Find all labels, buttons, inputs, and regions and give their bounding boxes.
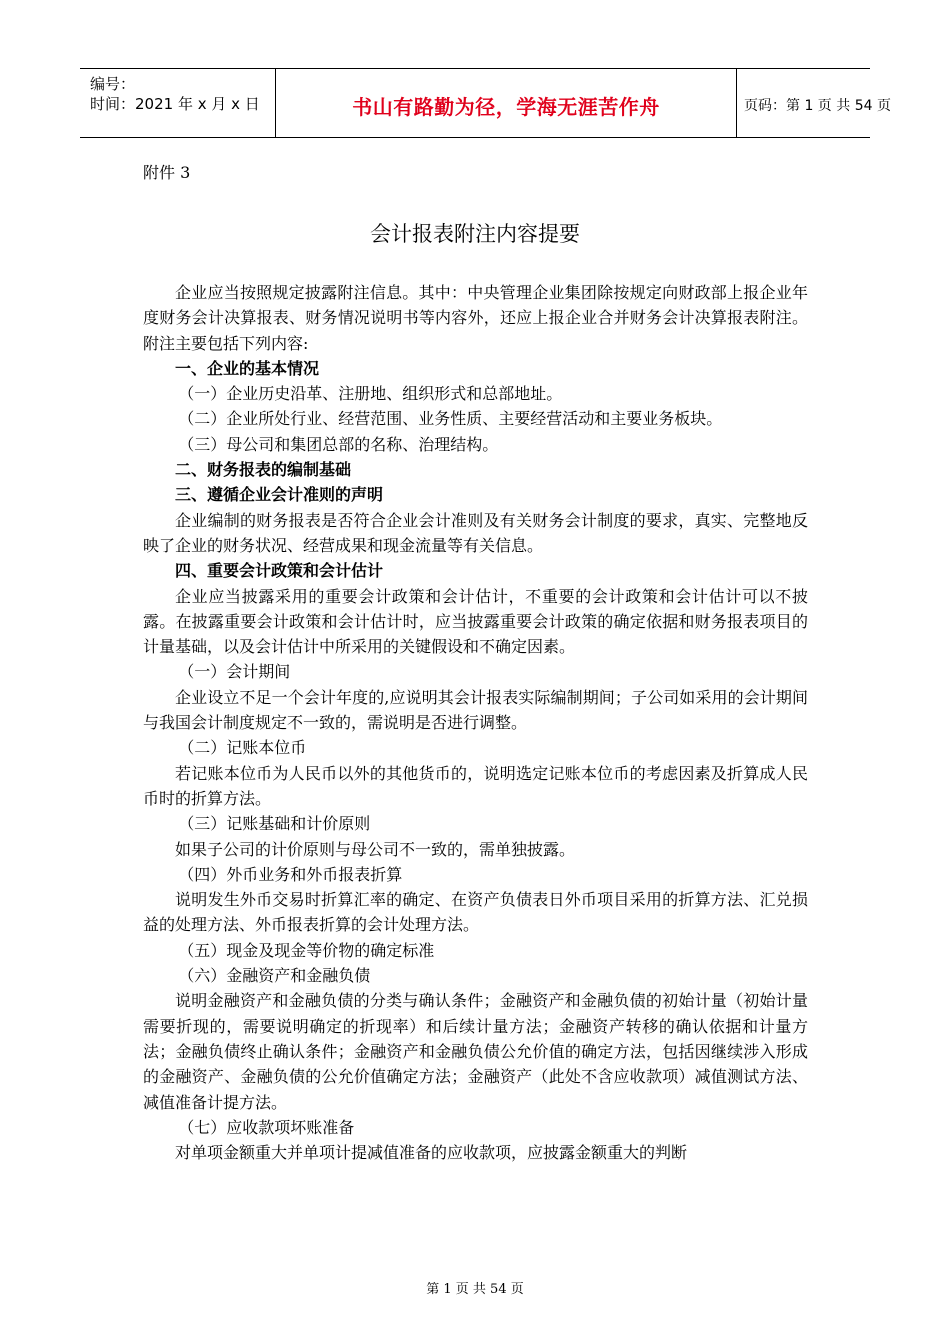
header-motto-cell [275, 69, 737, 137]
body-paragraph: 说明发生外币交易时折算汇率的确定、在资产负债表日外币项目采用的折算方法、汇兑损益的处理方法、外币报表折算的会计处理方法。 [143, 890, 808, 935]
subsection-heading: （三）记账基础和计价原则 [178, 814, 371, 834]
subsection-item: （一）企业历史沿革、注册地、组织形式和总部地址。 [178, 384, 563, 404]
attachment-label: 附件 3 [143, 163, 191, 182]
section-heading: 二、财务报表的编制基础 [175, 460, 352, 480]
body-paragraph: 如果子公司的计价原则与母公司不一致的，需单独披露。 [175, 839, 576, 859]
subsection-heading: （四）外币业务和外币报表折算 [178, 864, 403, 884]
page-header [80, 68, 891, 138]
document-code: 编号： [90, 75, 136, 93]
document-body [143, 280, 808, 1165]
body-paragraph: 若记账本位币为人民币以外的其他货币的，说明选定记账本位币的考虑因素及折算成人民币时的折算方法。 [143, 763, 808, 808]
header-motto: 书山有路勤为径，学海无涯苦作舟 [352, 95, 660, 119]
section-heading: 一、企业的基本情况 [175, 358, 320, 378]
section-heading: 四、重要会计政策和会计估计 [175, 561, 384, 581]
subsection-heading: （五）现金及现金等价物的确定标准 [178, 940, 435, 960]
body-paragraph: 说明金融资产和金融负债的分类与确认条件；金融资产和金融负债的初始计量（初始计量需要折现的，需要说明确定的折现率）和后续计量方法；金融资产转移的确认依据和计量方法；金融负债终止确认条件；金融资产和金融负债公允价值的确定方法，包括因继续涉入形成的金融资产、金融负债的公允价值确定方法；金融资产（此处不含应收款项）减值测试方法、减值准备计提方法。 [143, 991, 808, 1112]
body-paragraph: 企业设立不足一个会计年度的,应说明其会计报表实际编制期间；子公司如采用的会计期间与我国会计制度规定不一致的，需说明是否进行调整。 [143, 687, 808, 733]
subsection-heading: （一）会计期间 [178, 662, 291, 682]
subsection-heading: （七）应收款项坏账准备 [178, 1117, 355, 1137]
section-heading: 三、遵循企业会计准则的声明 [175, 485, 384, 505]
subsection-heading: （六）金融资产和金融负债 [178, 966, 371, 986]
header-meta-cell [80, 69, 275, 137]
subsection-item: （二）企业所处行业、经营范围、业务性质、主要经营活动和主要业务板块。 [178, 409, 723, 429]
document-title: 会计报表附注内容提要 [370, 222, 580, 246]
subsection-item: （三）母公司和集团总部的名称、治理结构。 [178, 434, 499, 454]
subsection-heading: （二）记账本位币 [178, 738, 307, 758]
page-footer: 第 1 页 共 54 页 [426, 1282, 524, 1297]
header-page-cell [736, 69, 891, 137]
body-paragraph: 对单项金额重大并单项计提减值准备的应收款项，应披露金额重大的判断 [175, 1143, 688, 1163]
body-paragraph: 企业编制的财务报表是否符合企业会计准则及有关财务会计制度的要求，真实、完整地反映了企业的财务状况、经营成果和现金流量等有关信息。 [143, 510, 808, 555]
intro-paragraph: 企业应当按照规定披露附注信息。其中：中央管理企业集团除按规定向财政部上报企业年度财务会计决算报表、财务情况说明书等内容外，还应上报企业合并财务会计决算报表附注。附注主要包括下列内容: [143, 283, 808, 353]
header-page-number: 页码：第 1 页 共 54 页 [744, 98, 891, 114]
document-time: 时间：2021 年 x 月 x 日 [90, 95, 260, 113]
body-paragraph: 企业应当披露采用的重要会计政策和会计估计，不重要的会计政策和会计估计可以不披露。在披露重要会计政策和会计估计时，应当披露重要会计政策的确定依据和财务报表项目的计量基础，以及会计估计中所采用的关键假设和不确定因素。 [143, 586, 808, 657]
